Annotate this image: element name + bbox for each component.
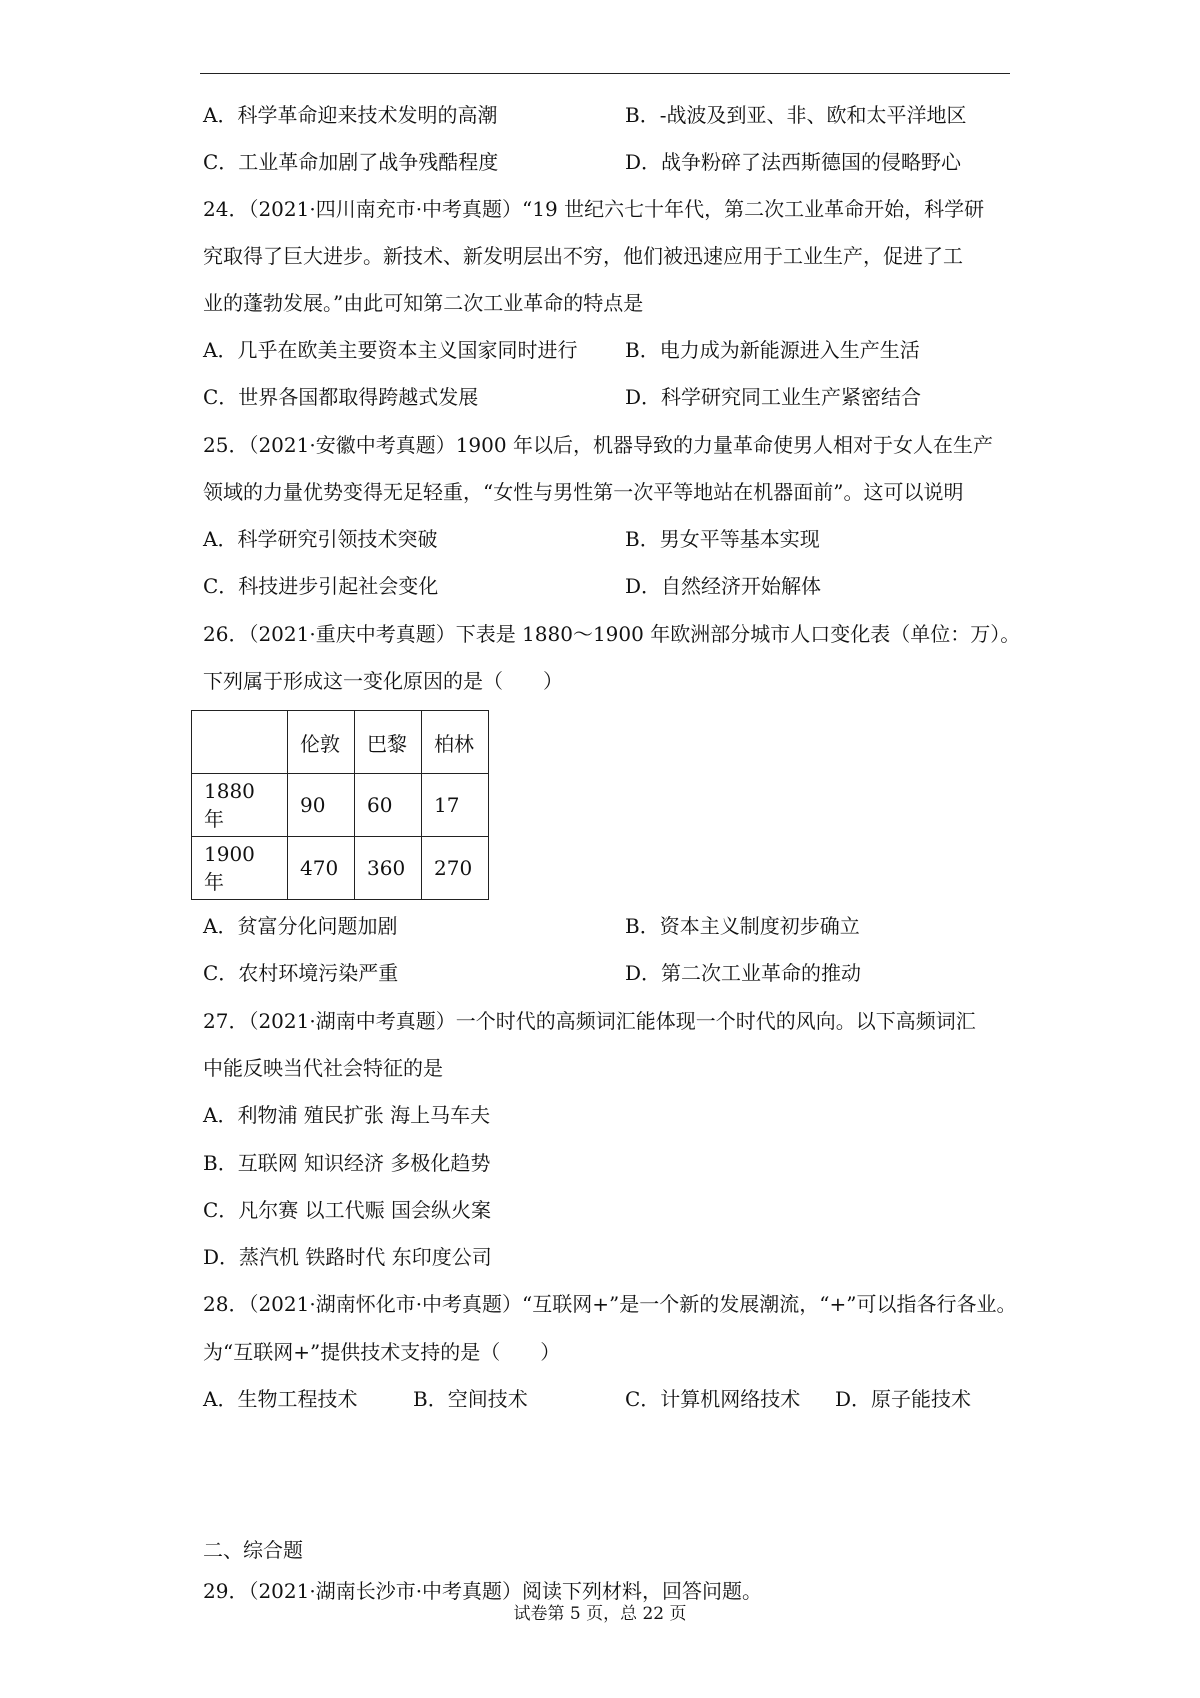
q25-option-d: D．自然经济开始解体: [625, 574, 822, 598]
q25-stem-line-2: 领域的力量优势变得无足轻重，“女性与男性第一次平等地站在机器面前”。这可以说明: [203, 480, 964, 504]
q29-stem: 29．（2021·湖南长沙市·中考真题）阅读下列材料，回答问题。: [203, 1579, 763, 1603]
q28-option-a: A．生物工程技术: [203, 1387, 358, 1411]
q26-option-a: A．贫富分化问题加剧: [203, 914, 398, 938]
table-row: [192, 837, 489, 900]
q28-option-c: C．计算机网络技术: [625, 1387, 801, 1411]
q25-option-c: C．科技进步引起社会变化: [203, 574, 439, 598]
population-table: [191, 710, 489, 900]
table-cell-berlin: 270: [422, 837, 489, 900]
table-cell-paris: 360: [355, 837, 422, 900]
q24-option-b: B．电力成为新能源进入生产生活: [625, 338, 920, 362]
table-cell-year: 1900 年: [192, 837, 288, 900]
page-footer: 试卷第 5 页，总 22 页: [513, 1604, 687, 1624]
q27-stem-line-2: 中能反映当代社会特征的是: [203, 1056, 443, 1080]
q27-stem-line-1: 27．（2021·湖南中考真题）一个时代的高频词汇能体现一个时代的风向。以下高频词汇: [203, 1009, 976, 1033]
q24-option-a: A．几乎在欧美主要资本主义国家同时进行: [203, 338, 578, 362]
q25-stem-line-1: 25．（2021·安徽中考真题）1900 年以后，机器导致的力量革命使男人相对于女人在生产: [203, 433, 993, 457]
q24-stem-line-1: 24．（2021·四川南充市·中考真题）“19 世纪六七十年代，第二次工业革命开始，科学研: [203, 197, 985, 221]
q28-option-d: D．原子能技术: [835, 1387, 972, 1411]
q25-option-a: A．科学研究引领技术突破: [203, 527, 438, 551]
header-rule: [200, 73, 1010, 74]
table-row: [192, 774, 489, 837]
q24-stem-line-2: 究取得了巨大进步。新技术、新发明层出不穷，他们被迅速应用于工业生产，促进了工: [203, 244, 963, 268]
table-header-berlin: 柏林: [422, 711, 489, 774]
table-cell-paris: 60: [355, 774, 422, 837]
q26-option-c: C．农村环境污染严重: [203, 961, 399, 985]
table-header-row: [192, 711, 489, 774]
q26-stem-line-2: 下列属于形成这一变化原因的是（ ）: [203, 669, 563, 693]
q27-option-a: A．利物浦 殖民扩张 海上马车夫: [203, 1103, 491, 1127]
table-cell-year: 1880 年: [192, 774, 288, 837]
q23-option-b: B．-战波及到亚、非、欧和太平洋地区: [625, 103, 967, 127]
q26-option-b: B．资本主义制度初步确立: [625, 914, 860, 938]
q23-option-c: C．工业革命加剧了战争残酷程度: [203, 150, 499, 174]
table-header-london: 伦敦: [288, 711, 355, 774]
q24-stem-line-3: 业的蓬勃发展。”由此可知第二次工业革命的特点是: [203, 291, 644, 315]
q24-option-d: D．科学研究同工业生产紧密结合: [625, 385, 922, 409]
q27-option-b: B．互联网 知识经济 多极化趋势: [203, 1151, 491, 1175]
q25-option-b: B．男女平等基本实现: [625, 527, 820, 551]
q28-stem-line-2: 为“互联网+”提供技术支持的是（ ）: [203, 1340, 561, 1364]
q27-option-d: D．蒸汽机 铁路时代 东印度公司: [203, 1245, 492, 1269]
q28-stem-line-1: 28．（2021·湖南怀化市·中考真题）“互联网+”是一个新的发展潮流，“+”可以指各行各业。: [203, 1292, 1017, 1316]
table-cell-london: 90: [288, 774, 355, 837]
q26-option-d: D．第二次工业革命的推动: [625, 961, 862, 985]
section-heading: 二、综合题: [203, 1538, 303, 1562]
q27-option-c: C．凡尔赛 以工代赈 国会纵火案: [203, 1198, 492, 1222]
table-cell-berlin: 17: [422, 774, 489, 837]
q28-option-b: B．空间技术: [413, 1387, 528, 1411]
q23-option-d: D．战争粉碎了法西斯德国的侵略野心: [625, 150, 962, 174]
q26-stem-line-1: 26．（2021·重庆中考真题）下表是 1880～1900 年欧洲部分城市人口变化表（单位：万）。: [203, 622, 1021, 646]
table-cell-london: 470: [288, 837, 355, 900]
q24-option-c: C．世界各国都取得跨越式发展: [203, 385, 479, 409]
table-corner-cell: [192, 711, 288, 774]
table-header-paris: 巴黎: [355, 711, 422, 774]
q23-option-a: A．科学革命迎来技术发明的高潮: [203, 103, 498, 127]
